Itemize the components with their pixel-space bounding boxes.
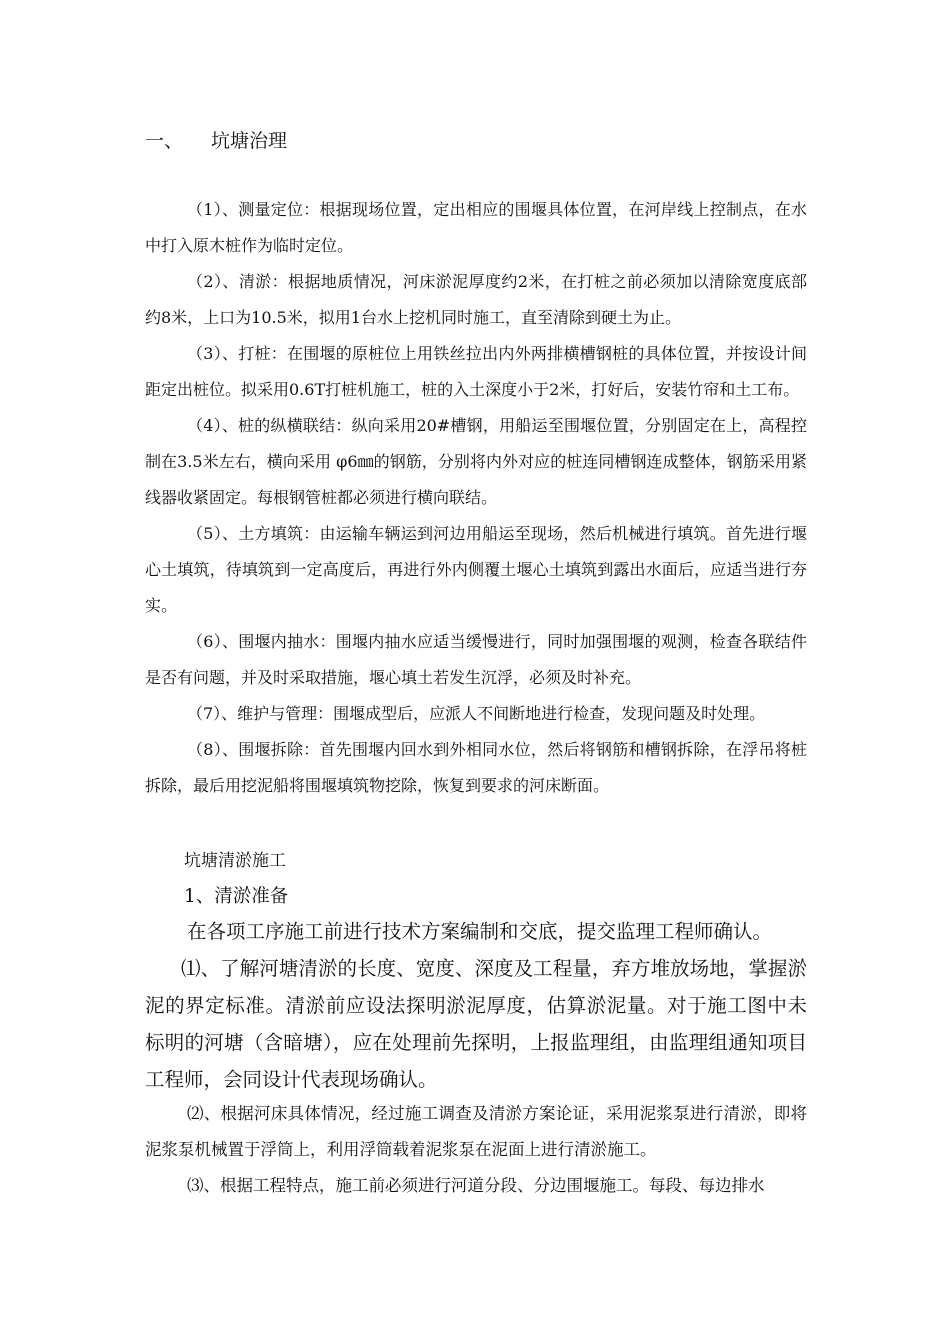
step-paragraph: （5）、土方填筑：由运输车辆运到河边用船运至现场，然后机械进行填筑。首先进行堰心土填筑，待填筑到一定高度后，再进行外内侧覆土堰心土填筑到露出水面后，应适当进行夯实。: [145, 524, 807, 615]
step-paragraph: （7）、维护与管理：围堰成型后，应派人不间断地进行检查，发现问题及时处理。: [187, 704, 766, 723]
section-title: 坑塘治理: [211, 130, 288, 152]
section-heading: [145, 126, 287, 153]
dredging-methods: [145, 1096, 807, 1204]
step-paragraph: （4）、桩的纵横联结：纵向采用20#槽钢，用船运至围堰位置，分别固定在上，高程控制在3.5米左右，横向采用 φ6㎜的钢筋，分别将内外对应的桩连同槽钢连成整体，钢筋采用紧线器收紧固定。每根钢管桩都必须进行横向联结。: [145, 416, 807, 507]
prep-item-1: ⑴、了解河塘清淤的长度、宽度、深度及工程量，弃方堆放场地，掌握淤泥的界定标准。清淤前应设法探明淤泥厚度，估算淤泥量。对于施工图中未标明的河塘（含暗塘），应在处理前先探明，上报监理组，由监理组通知项目工程师，会同设计代表现场确认。: [145, 957, 807, 1091]
section-two-subtitle: 1、清淤准备: [184, 886, 289, 907]
intro-paragraph: 在各项工序施工前进行技术方案编制和交底，提交监理工程师确认。: [187, 920, 773, 943]
section-number: 一、: [145, 130, 184, 152]
prep-item-3: ⑶、根据工程特点，施工前必须进行河道分段、分边围堰施工。每段、每边排水: [187, 1176, 765, 1195]
prep-item-2: ⑵、根据河床具体情况，经过施工调查及清淤方案论证，采用泥浆泵进行清淤，即将泥浆泵机械置于浮筒上，利用浮筒载着泥浆泵在泥面上进行清淤施工。: [145, 1104, 807, 1159]
step-paragraph: （1）、测量定位：根据现场位置，定出相应的围堰具体位置，在河岸线上控制点，在水中打入原木桩作为临时定位。: [145, 200, 807, 255]
step-paragraph: （6）、围堰内抽水：围堰内抽水应适当缓慢进行，同时加强围堰的观测，检查各联结件是否有问题，并及时采取措施，堰心填土若发生沉浮，必须及时补充。: [145, 632, 807, 687]
section-two-title: 坑塘清淤施工: [184, 851, 286, 871]
step-paragraph: （8）、围堰拆除：首先围堰内回水到外相同水位，然后将钢筋和槽钢拆除，在浮吊将桩拆除，最后用挖泥船将围堰填筑物挖除，恢复到要求的河床断面。: [145, 740, 807, 795]
dredging-prep: [145, 913, 807, 1098]
cofferdam-steps: [145, 192, 807, 804]
step-paragraph: （3）、打桩：在围堰的原桩位上用铁丝拉出内外两排横槽钢桩的具体位置，并按设计间距定出桩位。拟采用0.6T打桩机施工，桩的入土深度小于2米，打好后，安装竹帘和土工布。: [145, 344, 807, 399]
step-paragraph: （2）、清淤：根据地质情况，河床淤泥厚度约2米，在打桩之前必须加以清除宽度底部约8米，上口为10.5米，拟用1台水上挖机同时施工，直至清除到硬土为止。: [145, 272, 807, 327]
